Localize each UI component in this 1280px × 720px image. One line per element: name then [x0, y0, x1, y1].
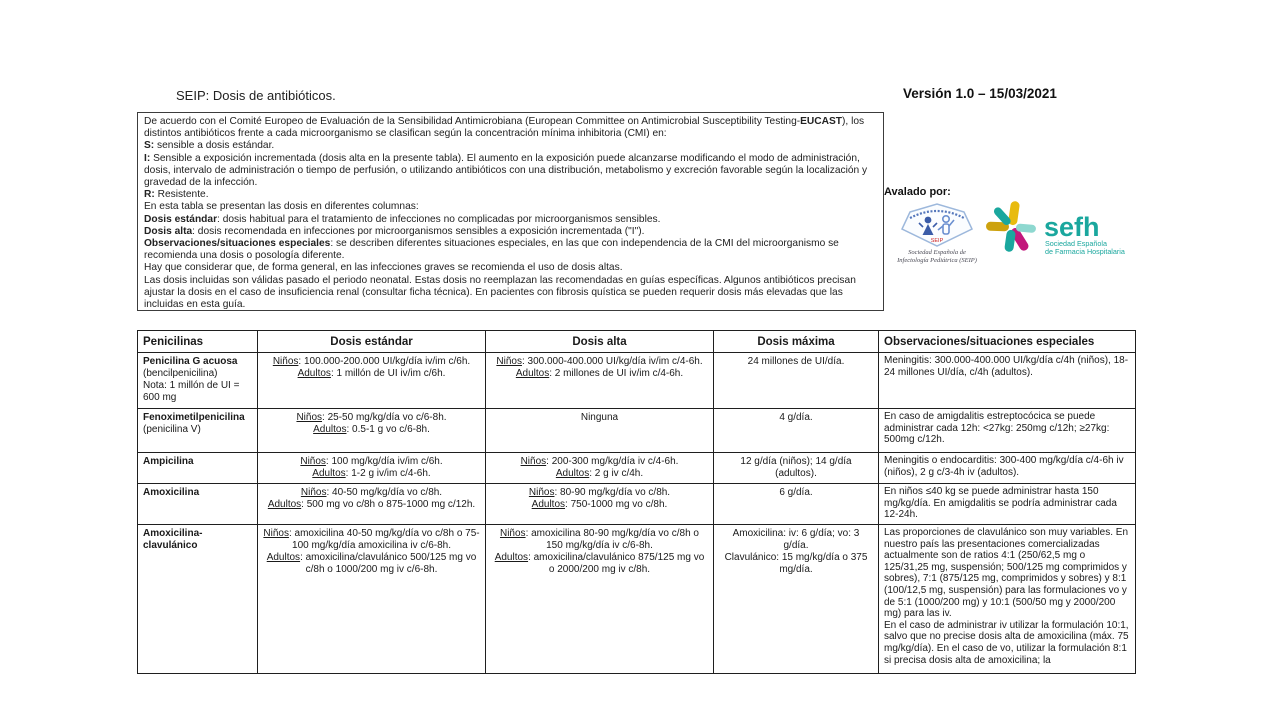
table-row — [138, 453, 1136, 484]
table-row — [138, 484, 1136, 525]
dose-line: Niños: 25-50 mg/kg/día vo c/6-8h. — [296, 412, 447, 423]
seip-logo-icon — [898, 202, 976, 248]
dosis-alta-cell — [486, 453, 714, 484]
dose-line: Adultos: 2 g iv c/4h. — [555, 468, 644, 479]
sefh-logo-icon — [982, 198, 1142, 260]
dose-line: Ninguna — [580, 412, 619, 423]
observaciones-cell — [879, 353, 1136, 409]
dose-line: Niños: 100.000-200.000 UI/kg/día iv/im c/6h. — [272, 356, 471, 367]
version-label: Versión 1.0 – 15/03/2021 — [903, 86, 1057, 101]
intro-lead: Dosis estándar — [144, 213, 218, 225]
dose-lead: Niños — [520, 456, 547, 467]
intro-lead: S: — [144, 140, 155, 152]
drug-name-cell — [138, 484, 258, 525]
dose-lead: Adultos — [267, 499, 302, 510]
intro-paragraph-eucast — [144, 116, 877, 140]
antibiotics-dose-table — [137, 330, 1136, 674]
dosis-maxima-cell — [714, 453, 879, 484]
dose-lead: Adultos — [297, 368, 331, 379]
seip-caption-line1: Sociedad Española de — [908, 249, 966, 256]
table-body — [138, 353, 1136, 674]
drug-name-cell — [138, 409, 258, 453]
max-line: Amoxicilina: iv: 6 g/día; vo: 3 g/día. — [732, 528, 860, 551]
dose-lead: Niños — [496, 356, 522, 367]
page-title: SEIP: Dosis de antibióticos. — [176, 88, 336, 103]
intro-text: : dosis habitual para el tratamiento de infecciones no complicadas por microorganismos sensibles. — [217, 213, 661, 225]
intro-text: Sensible a exposición incrementada (dosis alta en la presente tabla). El aumento en la exposición puede alcanzarse modificando el modo de administración, dosis, intervalo de administración o tiempo de perfusión, o utilizando antibióticos con una distribución, metabolismo y excreción favorable según la localización y gravedad de la infección. — [144, 152, 868, 189]
intro-line-columns: En esta tabla se presentan las dosis en diferentes columnas: — [144, 201, 419, 213]
dose-line: Niños: 80-90 mg/kg/día vo c/8h. — [528, 487, 671, 498]
drug-name-cell — [138, 453, 258, 484]
dose-lead: Adultos — [531, 499, 566, 510]
dose-line: Niños: 200-300 mg/kg/día iv c/4-6h. — [520, 456, 679, 467]
obs-paragraph: En el caso de administrar iv utilizar la formulación 10:1, salvo que no precise dosis alta de amoxicilina (máx. 75 mg/kg/día). En el caso de vo, utilizar la formulación 8:1 si precisa dosis alta de amoxicilina; la — [884, 619, 1129, 666]
seip-caption-line2: Infectología Pediátrica (SEIP) — [897, 256, 977, 264]
svg-text:Sociedad Española: Sociedad Española — [1045, 239, 1107, 248]
intro-line-final: Las dosis incluidas son válidas pasado el periodo neonatal. Estas dosis no reemplazan las recomendadas en guías específicas. Algunos antibióticos precisan ajustar la dosis en el caso de insuficiencia renal (consultar ficha técnica). En pacientes con fibrosis quística se pueden requerir dosis más elevadas que las incluidas en esta guía. — [144, 274, 856, 311]
seip-caption — [880, 249, 994, 264]
dose-line: Adultos: 750-1000 mg vo c/8h. — [531, 499, 668, 510]
obs-paragraph: Meningitis: 300.000-400.000 UI/kg/día c/4h (niños), 18-24 millones UI/día, c/4h (adultos). — [884, 355, 1129, 378]
max-line: Clavulánico: 15 mg/kg/día o 375 mg/día. — [724, 552, 868, 575]
dose-line: Adultos: amoxicilina/clavulánico 500/125 mg vo c/8h o 1000/200 mg iv c/6-8h. — [266, 552, 477, 575]
dosis-maxima-cell — [714, 525, 879, 674]
drug-name: Ampicilina — [143, 456, 194, 467]
table-row — [138, 353, 1136, 409]
intro-text: De acuerdo con el Comité Europeo de Evaluación de la Sensibilidad Antimicrobiana (European Committee on Antimicrobial Susceptibility Testing- — [144, 116, 801, 127]
intro-text: : dosis recomendada en infecciones por microorganismos sensibles a exposición incrementada ("I"). — [192, 225, 645, 237]
dosis-estandar-cell — [258, 484, 486, 525]
dose-lead: Niños — [272, 356, 299, 367]
observaciones-cell — [879, 525, 1136, 674]
dose-line: Adultos: 0.5-1 g vo c/6-8h. — [313, 424, 430, 435]
intro-lead: Observaciones/situaciones especiales — [144, 238, 331, 250]
table-row — [138, 409, 1136, 453]
dose-lead: Adultos — [515, 368, 550, 379]
intro-line-observaciones — [144, 238, 877, 262]
intro-box — [137, 112, 884, 311]
svg-text:de Farmacia Hospitalaria: de Farmacia Hospitalaria — [1045, 247, 1125, 256]
dosis-alta-cell — [486, 409, 714, 453]
intro-line-general: Hay que considerar que, de forma general, en las infecciones graves se recomienda el uso de dosis altas. — [144, 262, 623, 274]
drug-note: (bencilpenicilina) — [143, 368, 218, 379]
dose-line: Adultos: 1-2 g iv/im c/4-6h. — [312, 468, 431, 479]
drug-name: Amoxicilina-clavulánico — [143, 528, 203, 551]
obs-paragraph: En caso de amigdalitis estreptocócica se puede administrar cada 12h: <27kg: 250mg c/12h; ≥27kg: 500mg c/12h. — [884, 411, 1110, 446]
intro-line-dosis-alta — [144, 226, 877, 238]
dosis-estandar-cell — [258, 353, 486, 409]
intro-line-dosis-estandar — [144, 214, 877, 226]
max-line: 12 g/día (niños); 14 g/día (adultos). — [740, 456, 852, 479]
dose-lead: Adultos — [494, 552, 529, 563]
observaciones-cell — [879, 409, 1136, 453]
drug-name-cell — [138, 353, 258, 409]
dose-line: Adultos: 500 mg vo c/8h o 875-1000 mg c/12h. — [267, 499, 476, 510]
dosis-alta-cell — [486, 484, 714, 525]
drug-note: (penicilina V) — [143, 424, 201, 435]
dose-lead: Adultos — [555, 468, 590, 479]
drug-name: Penicilina G acuosa — [143, 356, 238, 367]
obs-paragraph: Meningitis o endocarditis: 300-400 mg/kg/día c/4-6h iv (niños), 2 g c/3-4h iv (adultos). — [884, 455, 1124, 478]
max-line: 6 g/día. — [779, 487, 813, 498]
obs-paragraph: Las proporciones de clavulánico son muy variables. En nuestro país las presentaciones comercializadas actualmente son de ratios 4:1 (250/62,5 mg o 125/31,25 mg, suspensión; 500/125 mg comprimidos y sobres), 7:1 (875/125 mg, comprimidos y sobres) y 8:1 (100/12,5 mg, suspensión) para las formulaciones vo y de 5:1 (1000/200 mg) y 10:1 (500/50 mg y 2000/200 mg) para las iv. — [884, 527, 1129, 620]
dose-line: Adultos: 2 millones de UI iv/im c/4-6h. — [515, 368, 684, 379]
dose-line: Niños: amoxicilina 80-90 mg/kg/día vo c/8h o 150 mg/kg/día iv c/6-8h. — [499, 528, 699, 551]
dose-lead: Adultos — [312, 468, 346, 479]
obs-paragraph: En niños ≤40 kg se puede administrar hasta 150 mg/kg/día. En amigdalitis se podría administrar cada 12-24h. — [884, 486, 1117, 521]
dose-line: Niños: amoxicilina 40-50 mg/kg/día vo c/8h o 75-100 mg/kg/día amoxicilina iv c/6-8h. — [263, 528, 480, 551]
dosis-alta-cell — [486, 525, 714, 674]
observaciones-cell — [879, 484, 1136, 525]
dose-lead: Niños — [296, 412, 323, 423]
table-header-row — [138, 331, 1136, 353]
max-line: 4 g/día. — [779, 412, 813, 423]
max-line: 24 millones de UI/día. — [747, 356, 845, 367]
header-observaciones: Observaciones/situaciones especiales — [879, 331, 1136, 353]
table-row — [138, 525, 1136, 674]
dose-lead: Niños — [528, 487, 555, 498]
dose-lead: Niños — [300, 487, 327, 498]
dose-lead: Niños — [263, 528, 289, 539]
dosis-estandar-cell — [258, 453, 486, 484]
dose-line: Niños: 300.000-400.000 UI/kg/día iv/im c/4-6h. — [496, 356, 703, 367]
intro-lead: I: — [144, 152, 151, 164]
observaciones-cell — [879, 453, 1136, 484]
intro-text: sensible a dosis estándar. — [154, 140, 275, 152]
dose-lead: Adultos — [313, 424, 347, 435]
intro-line-r — [144, 189, 877, 201]
dose-line: Niños: 40-50 mg/kg/día vo c/8h. — [300, 487, 443, 498]
dosis-maxima-cell — [714, 409, 879, 453]
header-dosis-alta: Dosis alta — [486, 331, 714, 353]
dose-line: Niños: 100 mg/kg/día iv/im c/6h. — [300, 456, 443, 467]
dose-lead: Adultos — [266, 552, 301, 563]
header-dosis-maxima: Dosis máxima — [714, 331, 879, 353]
intro-lead: R: — [144, 189, 155, 201]
header-penicilinas: Penicilinas — [138, 331, 258, 353]
intro-bold-eucast: EUCAST — [800, 116, 843, 127]
drug-note: Nota: 1 millón de UI = 600 mg — [143, 380, 240, 403]
intro-line-s — [144, 140, 877, 152]
intro-text: Resistente. — [154, 189, 209, 201]
intro-lead: Dosis alta — [144, 225, 193, 237]
header-dosis-estandar: Dosis estándar — [258, 331, 486, 353]
dosis-alta-cell — [486, 353, 714, 409]
dose-line: Adultos: 1 millón de UI iv/im c/6h. — [297, 368, 446, 379]
dose-lead: Niños — [300, 456, 326, 467]
avalado-por-label: Avalado por: — [884, 186, 951, 198]
drug-name-cell — [138, 525, 258, 674]
svg-text:SEIP: SEIP — [930, 238, 944, 244]
drug-name: Amoxicilina — [143, 487, 200, 498]
drug-name: Fenoximetilpenicilina — [143, 412, 245, 423]
dosis-estandar-cell — [258, 409, 486, 453]
intro-text: ), los distintos antibióticos frente a cada microorganismo se clasifican según la concentración mínima inhibitoria (CMI) en: — [144, 116, 865, 140]
intro-text: : se describen diferentes situaciones especiales, en las que con independencia de la CMI del microorganismo se recomienda una dosis o posología diferente. — [144, 238, 839, 262]
dose-line: Adultos: amoxicilina/clavulánico 875/125 mg vo o 2000/200 mg iv c/8h. — [494, 552, 705, 575]
svg-text:sefh: sefh — [1044, 212, 1100, 242]
dosis-estandar-cell — [258, 525, 486, 674]
dosis-maxima-cell — [714, 484, 879, 525]
dosis-maxima-cell — [714, 353, 879, 409]
intro-line-i — [144, 153, 877, 190]
dose-lead: Niños — [499, 528, 526, 539]
